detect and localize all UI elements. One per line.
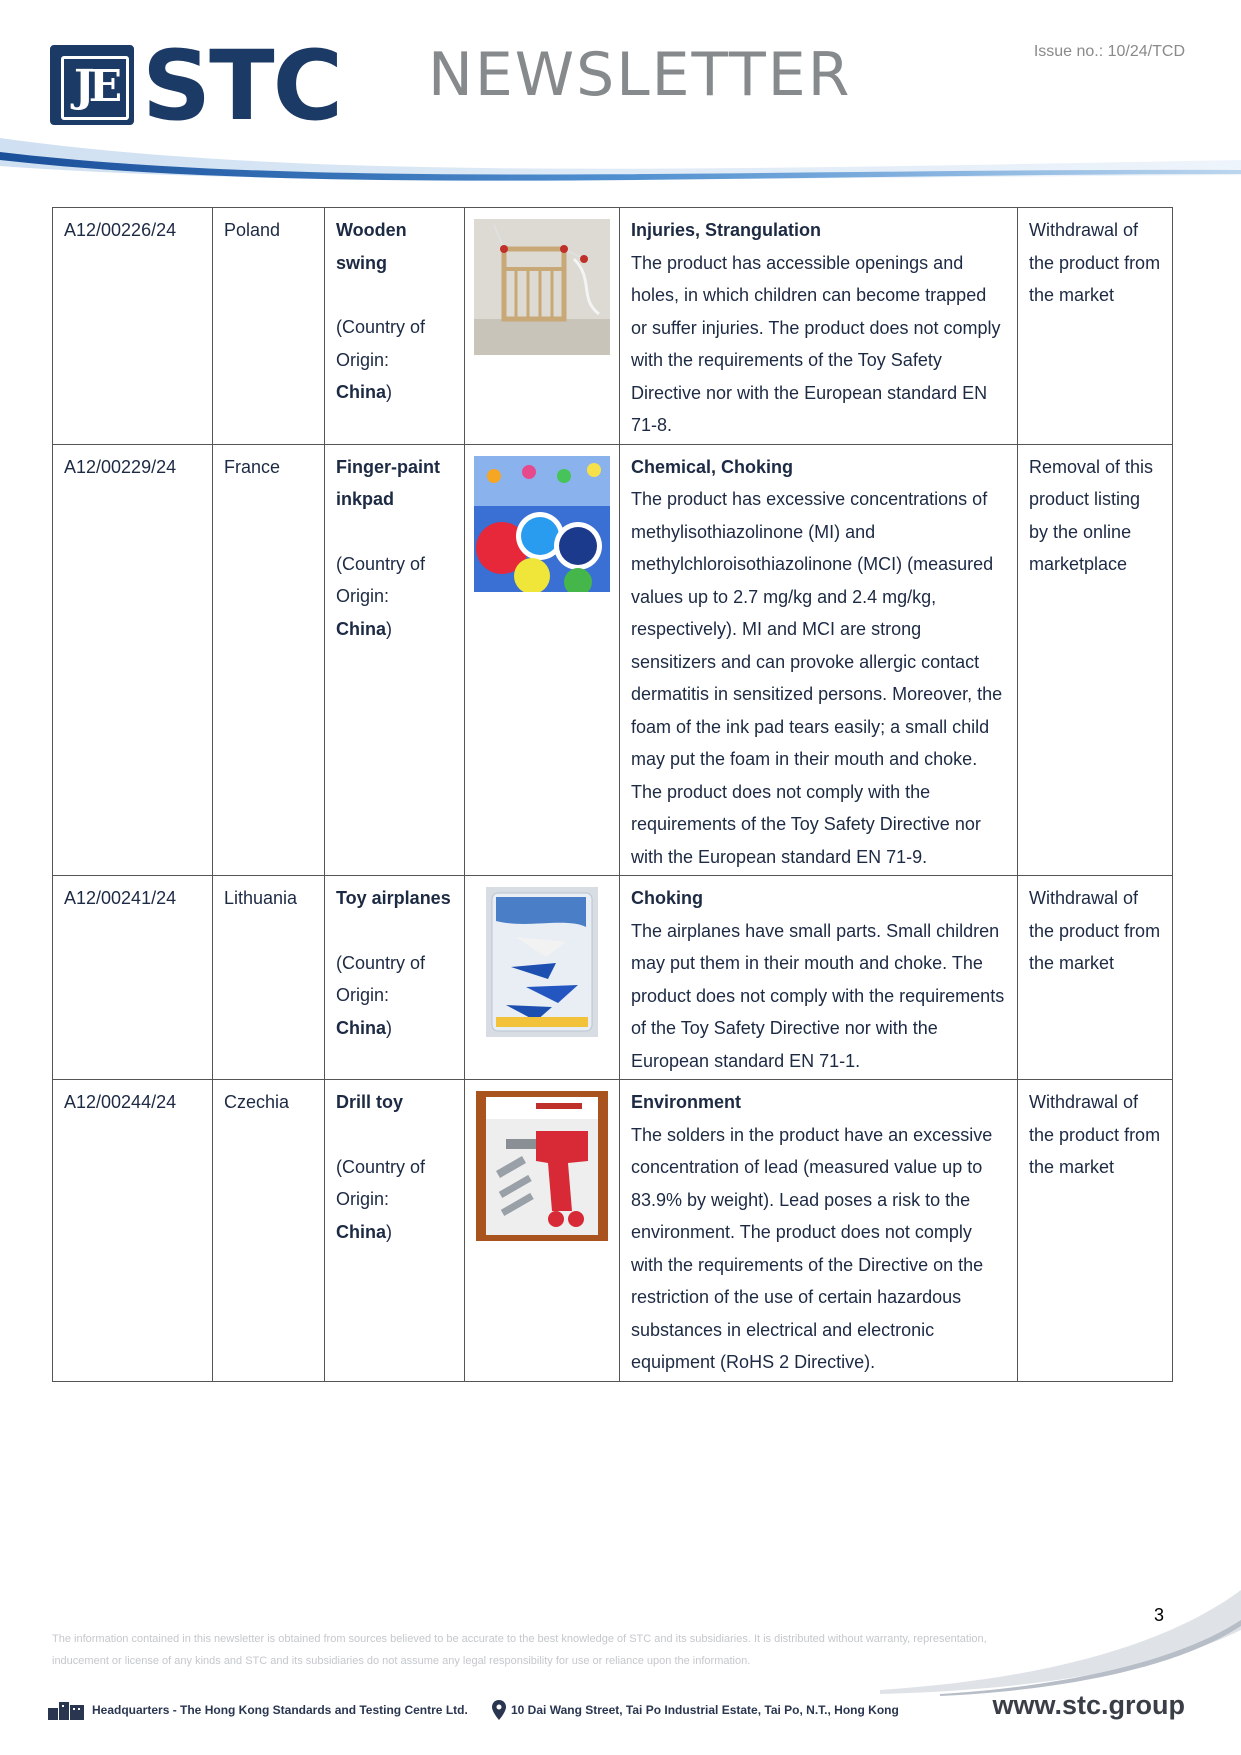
website-link[interactable]: www.stc.group (992, 1690, 1185, 1720)
table-row (53, 444, 1173, 876)
origin-label: (Country of Origin: (336, 952, 426, 1005)
origin-label: (Country of Origin: (336, 553, 426, 606)
risk-title: Environment (631, 1092, 742, 1112)
measure-cell: Withdrawal of the product from the market (1018, 876, 1173, 1080)
product-cell (325, 1080, 465, 1382)
risk-description: The solders in the product have an excessive concentration of lead (measured value up to 83.9% by weight). Lead poses a risk to the environment. The product does not comply with the requirements of the Directive on the restriction of the use of certain hazardous substances in electrical and electronic equipment (RoHS 2 Directive). (631, 1124, 993, 1372)
product-image-cell (465, 876, 620, 1080)
stc-logo-text: STC (142, 30, 342, 142)
notifying-country-cell: Poland (213, 208, 325, 445)
recall-table (52, 207, 1173, 1382)
origin-country: China (336, 382, 387, 402)
reference-cell: A12/00244/24 (53, 1080, 213, 1382)
origin-label: (Country of Origin: (336, 317, 426, 370)
origin-close: ) (386, 1221, 393, 1242)
reference-cell: A12/00241/24 (53, 876, 213, 1080)
product-name: Wooden swing (336, 220, 407, 273)
notifying-country-cell: France (213, 444, 325, 876)
risk-description: The product has accessible openings and holes, in which children can become trapped or suffer injuries. The product does not comply with the requirements of the Toy Safety Directive nor with the European standard EN 71-8. (631, 252, 1001, 435)
toy-airplanes-image (486, 887, 598, 1037)
measure-cell: Removal of this product listing by the online marketplace (1018, 444, 1173, 876)
table-row (53, 1080, 1173, 1382)
finger-paint-inkpad-image (474, 456, 610, 592)
reference-cell: A12/00226/24 (53, 208, 213, 445)
address-text: 10 Dai Wang Street, Tai Po Industrial Estate, Tai Po, N.T., Hong Kong (511, 1703, 899, 1717)
risk-cell (620, 208, 1018, 445)
product-cell (325, 444, 465, 876)
headquarters-text: Headquarters - The Hong Kong Standards and Testing Centre Ltd. (92, 1703, 468, 1717)
product-image-cell (465, 1080, 620, 1382)
headquarters-line (48, 1700, 468, 1720)
origin-country: China (336, 1221, 387, 1242)
notifying-country-cell: Lithuania (213, 876, 325, 1080)
risk-description: The airplanes have small parts. Small children may put them in their mouth and choke. The product does not comply with the requirements of the Toy Safety Directive nor with the European standard EN 71-1. (631, 920, 1005, 1071)
address-line (492, 1700, 899, 1720)
origin-close: ) (386, 618, 393, 639)
newsletter-header (0, 0, 1241, 200)
origin-close: ) (386, 382, 393, 402)
risk-title: Choking (631, 888, 703, 908)
product-name: Finger-paint inkpad (336, 456, 440, 509)
origin-country: China (336, 1017, 387, 1038)
origin-close: ) (386, 1017, 393, 1038)
product-cell (325, 876, 465, 1080)
table-row (53, 876, 1173, 1080)
notifying-country-cell: Czechia (213, 1080, 325, 1382)
product-image-cell (465, 444, 620, 876)
reference-cell: A12/00229/24 (53, 444, 213, 876)
wooden-swing-image (474, 219, 610, 355)
newsletter-title: NEWSLETTER (428, 40, 852, 110)
origin-country: China (336, 618, 387, 639)
origin-label: (Country of Origin: (336, 1156, 426, 1209)
risk-cell (620, 444, 1018, 876)
product-cell (325, 208, 465, 445)
building-icon (48, 1700, 86, 1720)
risk-cell (620, 876, 1018, 1080)
product-name: Toy airplanes (336, 888, 451, 908)
measure-cell: Withdrawal of the product from the market (1018, 1080, 1173, 1382)
table-row (53, 208, 1173, 445)
risk-description: The product has excessive concentrations of methylisothiazolinone (MI) and methylchloroisothiazolinone (MCI) (measured values up to 2.7 mg/kg and 2.4 mg/kg, respectively). MI and MCI are strong sensitizers and can provoke allergic contact dermatitis in sensitized persons. Moreover, the foam of the ink pad tears easily; a small child may put the foam in their mouth and choke. The product does not comply with the requirements of the Toy Safety Directive nor with the European standard EN 71-9. (631, 489, 1003, 867)
drill-toy-image (476, 1091, 608, 1241)
product-image-cell (465, 208, 620, 445)
page-number: 3 (1154, 1605, 1165, 1625)
disclaimer-text: The information contained in this newsletter is obtained from sources believed to be accurate to the best knowledge of STC and its subsidiaries. It is distributed without warranty, representation, inducement or license of any kinds and STC and its subsidiaries do not assume any legal responsibility for use or reliance upon the information. (52, 1633, 987, 1667)
risk-title: Injuries, Strangulation (631, 220, 822, 240)
measure-cell: Withdrawal of the product from the market (1018, 208, 1173, 445)
issue-number: Issue no.: 10/24/TCD (1033, 43, 1185, 60)
header-swoosh-graphic (0, 130, 1241, 200)
risk-cell (620, 1080, 1018, 1382)
location-pin-icon (492, 1700, 506, 1720)
product-name: Drill toy (336, 1092, 404, 1112)
risk-title: Chemical, Choking (631, 456, 794, 477)
logo-monogram: JE (61, 56, 129, 120)
stc-logo-mark (50, 45, 134, 125)
